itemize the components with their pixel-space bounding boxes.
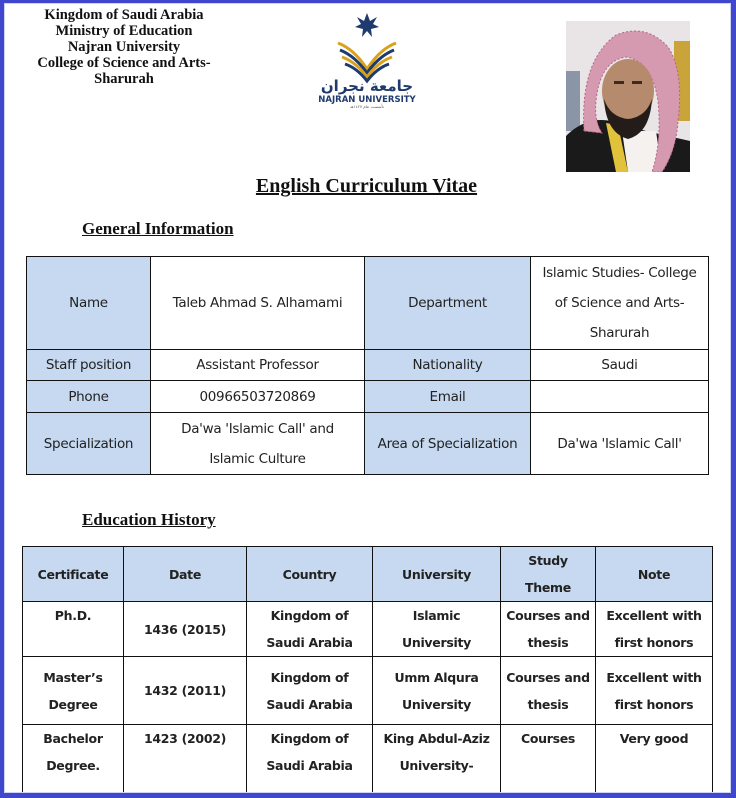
study-theme-cell — [501, 657, 596, 725]
label-cell: Department — [365, 257, 531, 350]
label-cell: Area of Specialization — [365, 413, 531, 475]
note-cell — [596, 657, 713, 725]
text-line: Islamic Studies- College — [542, 265, 697, 281]
phone-value: 00966503720869 — [151, 381, 365, 413]
najran-university-logo — [302, 9, 432, 109]
text-line: first honors — [614, 635, 694, 650]
study-theme-cell — [501, 602, 596, 657]
country-cell — [247, 657, 373, 725]
column-header-country: Country — [247, 547, 373, 602]
text-line: Courses — [520, 731, 576, 746]
text-line: of Science and Arts- — [554, 295, 685, 311]
label-cell: Name — [27, 257, 151, 350]
column-header-university: University — [373, 547, 501, 602]
certificate-cell — [23, 657, 124, 725]
text-line: Islamic Culture — [209, 450, 306, 467]
label-cell: Nationality — [365, 350, 531, 381]
text-line: Islamic — [412, 608, 461, 623]
text-line: University — [402, 635, 471, 650]
org-line: Najran University — [67, 39, 181, 55]
text-line: Theme — [525, 580, 571, 595]
study-theme-cell — [501, 725, 596, 793]
text-line: Excellent with — [606, 669, 702, 685]
text-line: Kingdom of — [270, 608, 349, 623]
organization-header — [8, 7, 240, 87]
nationality-value: Saudi — [531, 350, 709, 381]
email-value — [531, 381, 709, 413]
text-line: thesis — [527, 635, 569, 650]
area-of-specialization-value: Da'wa 'Islamic Call' — [531, 413, 709, 475]
org-line: Sharurah — [94, 71, 154, 87]
university-cell — [373, 725, 501, 793]
specialization-value — [151, 413, 365, 475]
text-line: University- — [399, 758, 474, 773]
org-line: College of Science and Arts- — [37, 55, 211, 71]
cv-title-text: English Curriculum Vitae — [255, 175, 478, 197]
profile-photo — [566, 21, 690, 172]
label-cell: Phone — [27, 381, 151, 413]
text-line: Kingdom of — [270, 669, 349, 685]
label-cell: Staff position — [27, 350, 151, 381]
text-line: Bachelor — [43, 731, 103, 746]
org-line: Kingdom of Saudi Arabia — [44, 7, 204, 23]
table-row — [23, 602, 713, 657]
portrait-image-icon — [566, 21, 690, 172]
label-cell: Specialization — [27, 413, 151, 475]
text-line: Saudi Arabia — [266, 635, 353, 650]
table-row — [23, 725, 713, 793]
column-header-certificate: Certificate — [23, 547, 124, 602]
text-line: Saudi Arabia — [266, 696, 353, 712]
certificate-cell — [23, 602, 124, 657]
text-line: Excellent with — [606, 608, 702, 623]
text-line: University — [402, 696, 471, 712]
general-information-table — [26, 256, 709, 475]
text-line: Very good — [619, 731, 689, 746]
staff-position-value: Assistant Professor — [151, 350, 365, 381]
education-history-table — [22, 546, 713, 793]
text-line: Da'wa 'Islamic Call' and — [181, 420, 334, 437]
note-cell — [596, 725, 713, 793]
text-line: Kingdom of — [270, 731, 349, 746]
text-line: Umm Alqura — [394, 669, 479, 685]
department-value — [531, 257, 709, 350]
table-row — [27, 257, 709, 350]
certificate-cell — [23, 725, 124, 793]
svg-text:تأسست عام ١٤٢٧هـ: تأسست عام ١٤٢٧هـ — [350, 104, 384, 109]
name-value: Taleb Ahmad S. Alhamami — [151, 257, 365, 350]
text-line: Ph.D. — [54, 608, 92, 623]
text-line: King Abdul-Aziz — [383, 731, 490, 746]
column-header-date: Date — [124, 547, 247, 602]
date-cell: 1436 (2015) — [124, 602, 247, 657]
university-cell — [373, 602, 501, 657]
table-row — [27, 350, 709, 381]
table-row — [23, 657, 713, 725]
university-cell — [373, 657, 501, 725]
table-row — [27, 381, 709, 413]
label-cell: Email — [365, 381, 531, 413]
text-line: first honors — [614, 696, 694, 712]
text-line: Courses and — [506, 608, 590, 623]
cv-page — [4, 3, 731, 793]
column-header-note: Note — [596, 547, 713, 602]
text-line: Master’s — [43, 669, 103, 685]
text-line: Sharurah — [589, 325, 650, 341]
country-cell — [247, 725, 373, 793]
cv-title — [4, 175, 731, 198]
text-line: Degree. — [46, 758, 100, 773]
column-header-study-theme — [501, 547, 596, 602]
table-row — [27, 413, 709, 475]
text-line: thesis — [527, 696, 569, 712]
org-line: Ministry of Education — [55, 23, 193, 39]
country-cell — [247, 602, 373, 657]
star-logo-icon — [302, 9, 432, 109]
svg-text:جامعة نجران: جامعة نجران — [320, 77, 414, 95]
text-line: Study — [528, 553, 568, 568]
text-line: Saudi Arabia — [266, 758, 353, 773]
note-cell — [596, 602, 713, 657]
text-line: Degree — [48, 696, 98, 712]
date-cell: 1432 (2011) — [124, 657, 247, 725]
text-line: Courses and — [506, 669, 590, 685]
education-history-heading: Education History — [82, 510, 216, 529]
table-header-row — [23, 547, 713, 602]
date-cell: 1423 (2002) — [124, 725, 247, 793]
general-information-heading: General Information — [82, 219, 234, 238]
svg-text:NAJRAN UNIVERSITY: NAJRAN UNIVERSITY — [318, 95, 416, 105]
